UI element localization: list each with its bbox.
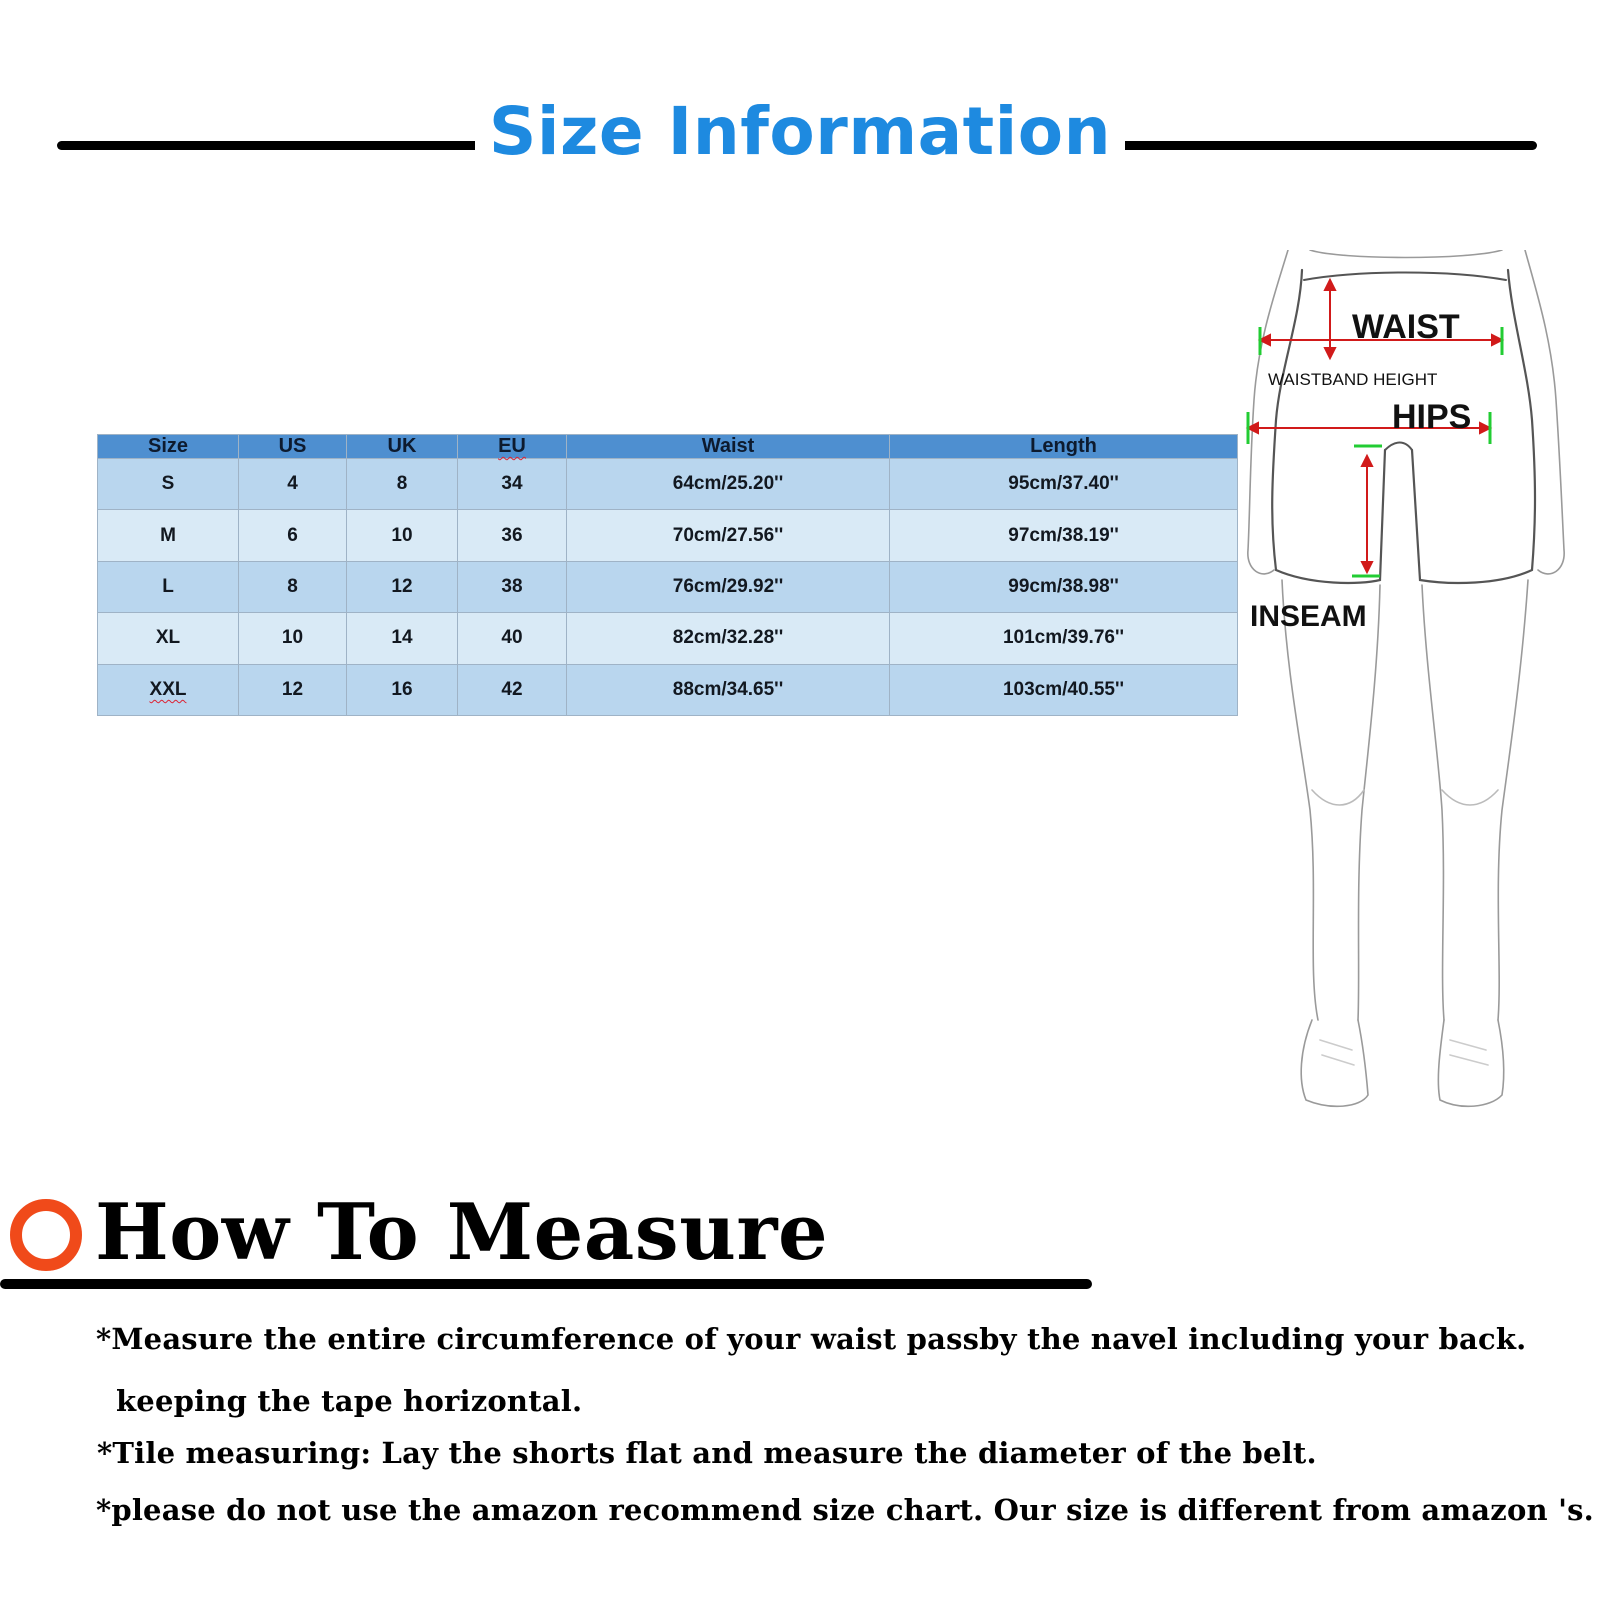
hips-label: HIPS: [1392, 398, 1472, 436]
page-title-text: Size Information: [475, 93, 1125, 170]
column-header-length: Length: [890, 435, 1238, 459]
column-header-us: US: [239, 435, 347, 459]
cell-eu: 38: [458, 561, 567, 612]
cell-us: 10: [239, 613, 347, 664]
how-to-measure-title: How To Measure: [95, 1187, 829, 1278]
table-header-row: [98, 435, 1238, 459]
cell-eu: 36: [458, 510, 567, 561]
cell-size: [98, 664, 239, 715]
table-row: [98, 664, 1238, 715]
measure-note-3: *please do not use the amazon recommend size chart. Our size is different from amazon 's.: [96, 1493, 1594, 1527]
cell-length: 103cm/40.55'': [890, 664, 1238, 715]
waist-label: WAIST: [1352, 308, 1460, 346]
cell-us: 4: [239, 459, 347, 510]
cell-waist: 64cm/25.20'': [567, 459, 890, 510]
cell-uk: 10: [347, 510, 458, 561]
measure-note-2: *Tile measuring: Lay the shorts flat and measure the diameter of the belt.: [97, 1436, 1317, 1470]
cell-uk: 12: [347, 561, 458, 612]
measure-note-1: *Measure the entire circumference of your waist passby the navel including your back.: [96, 1322, 1527, 1356]
cell-waist: 70cm/27.56'': [567, 510, 890, 561]
cell-us: 6: [239, 510, 347, 561]
measure-note-1-continued: keeping the tape horizontal.: [116, 1384, 583, 1418]
column-header-waist: Waist: [567, 435, 890, 459]
cell-uk: 14: [347, 613, 458, 664]
cell-us: 8: [239, 561, 347, 612]
cell-waist: 76cm/29.92'': [567, 561, 890, 612]
section-bullet-icon: [10, 1199, 82, 1271]
cell-length: 99cm/38.98'': [890, 561, 1238, 612]
cell-size: M: [98, 510, 239, 561]
waistband-height-label: WAISTBAND HEIGHT: [1268, 370, 1438, 389]
cell-size: L: [98, 561, 239, 612]
column-header-eu-text: EU: [498, 435, 526, 457]
cell-size: S: [98, 459, 239, 510]
column-header-uk: UK: [347, 435, 458, 459]
cell-waist: 82cm/32.28'': [567, 613, 890, 664]
table-row: [98, 459, 1238, 510]
table-row: [98, 561, 1238, 612]
cell-us: 12: [239, 664, 347, 715]
measurement-figure: [1240, 250, 1570, 1130]
cell-uk: 16: [347, 664, 458, 715]
table-row: [98, 613, 1238, 664]
cell-eu: 34: [458, 459, 567, 510]
page-title: [0, 92, 1600, 172]
cell-length: 101cm/39.76'': [890, 613, 1238, 664]
cell-eu: 42: [458, 664, 567, 715]
cell-uk: 8: [347, 459, 458, 510]
cell-waist: 88cm/34.65'': [567, 664, 890, 715]
column-header-eu: [458, 435, 567, 459]
cell-eu: 40: [458, 613, 567, 664]
cell-size-text: XXL: [149, 678, 187, 700]
column-header-size: Size: [98, 435, 239, 459]
cell-length: 95cm/37.40'': [890, 459, 1238, 510]
size-table: [97, 434, 1238, 716]
inseam-label: INSEAM: [1250, 600, 1367, 633]
cell-length: 97cm/38.19'': [890, 510, 1238, 561]
cell-size: XL: [98, 613, 239, 664]
table-row: [98, 510, 1238, 561]
how-to-measure-rule: [0, 1279, 1092, 1289]
